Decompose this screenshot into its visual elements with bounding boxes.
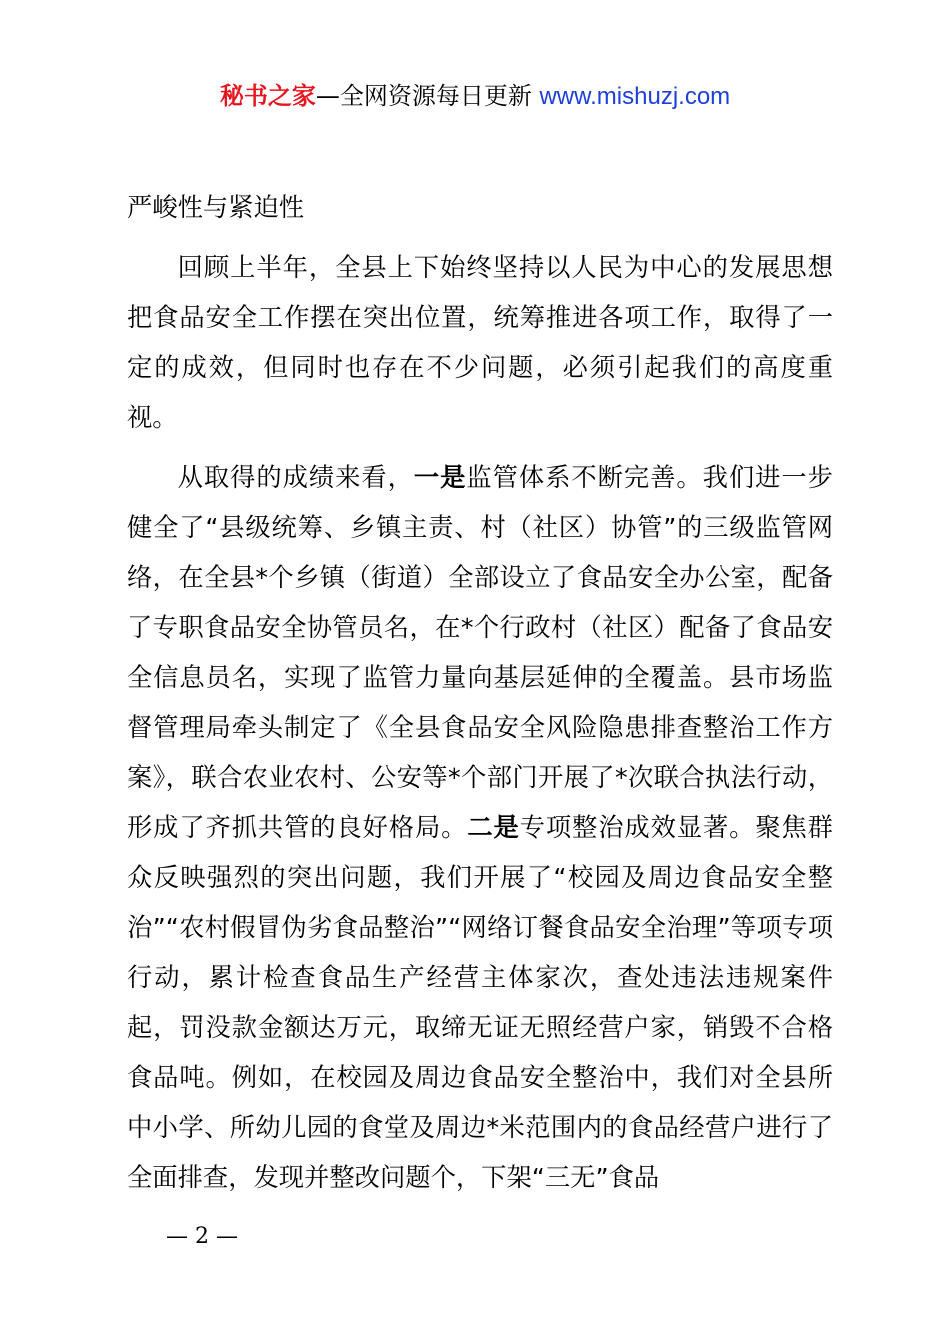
point-two-text: 专项整治成效显著。聚焦群众反映强烈的突出问题，我们开展了“校园及周边食品安全整治”“农村假冒伪劣食品整治”“网络订餐食品安全治理”等项专项行动，累计检查食品生产经营主体家次，查处违法违规案件起，罚没款金额达万元，取缔无证无照经营户家，销毁不合格食品吨。例如，在校园及周边食品安全整治中，我们对全县所中小学、所幼儿园的食堂及周边*米范围内的食品经营户进行了全面排查，发现并整改问题个，下架“三无”食品	[127, 813, 833, 1192]
achievements-intro: 从取得的成绩来看，	[177, 463, 414, 492]
paragraph-continuation: 严峻性与紧迫性	[127, 193, 305, 222]
site-brand: 秘书之家	[219, 82, 316, 110]
document-body	[127, 183, 833, 1203]
site-header	[0, 80, 950, 113]
site-tagline: —全网资源每日更新	[315, 82, 540, 110]
lead-point-two: 二是	[467, 813, 520, 842]
site-url-link[interactable]: www.mishuzj.com	[539, 83, 731, 110]
paragraph-review: 回顾上半年，全县上下始终坚持以人民为中心的发展思想把食品安全工作摆在突出位置，统筹推进各项工作，取得了一定的成效，但同时也存在不少问题，必须引起我们的高度重视。	[127, 253, 833, 432]
point-one-text: 监管体系不断完善。我们进一步健全了“县级统筹、乡镇主责、村（社区）协管”的三级监管网络，在全县*个乡镇（街道）全部设立了食品安全办公室，配备了专职食品安全协管员名，在*个行政村（社区）配备了食品安全信息员名，实现了监管力量向基层延伸的全覆盖。县市场监督管理局牵头制定了《全县食品安全风险隐患排查整治工作方案》，联合农业农村、公安等*个部门开展了*次联合执法行动，形成了齐抓共管的良好格局。	[127, 463, 833, 842]
page-number: — 2 —	[166, 1224, 238, 1249]
lead-point-one: 一是	[413, 463, 467, 492]
paragraph-achievements	[127, 453, 833, 1203]
